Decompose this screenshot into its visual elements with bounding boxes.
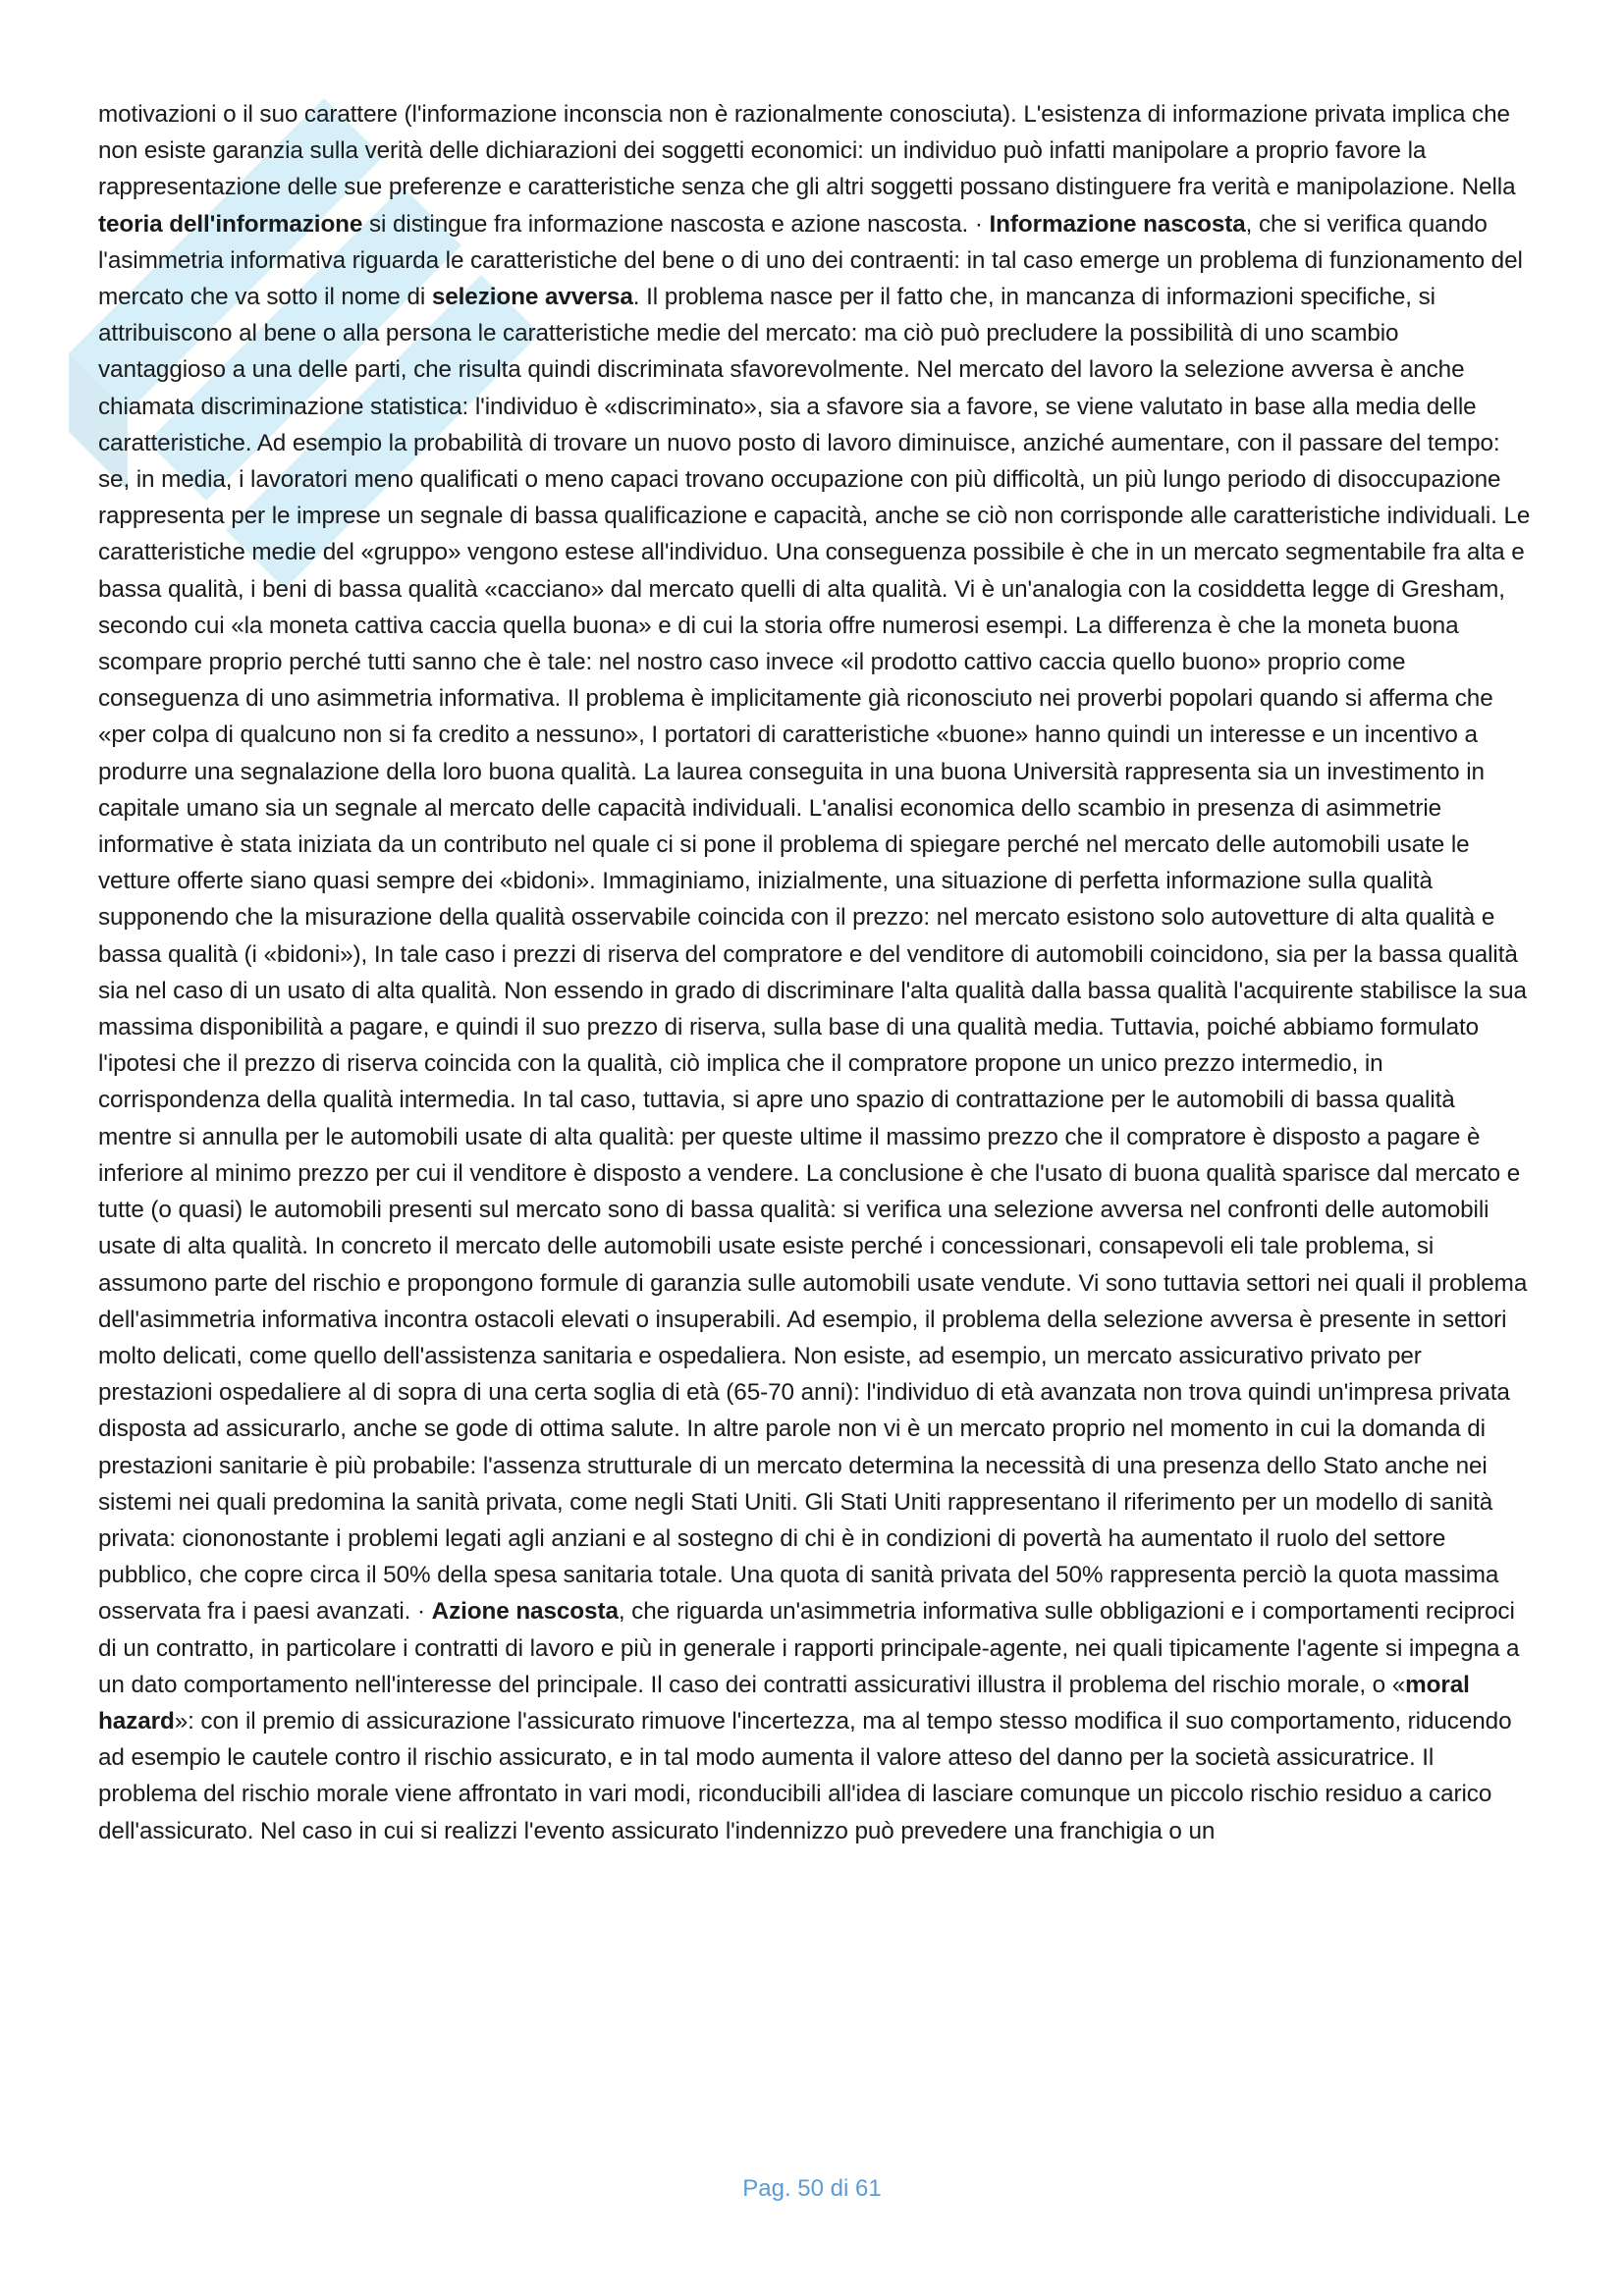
text-run: . Il problema nasce per il fatto che, in mancanza di informazioni specifiche, si attribuiscono al bene o alla persona le caratteristiche medie del mercato: ma ciò può precludere la possibilità di uno scambio vantaggioso a una delle parti, che risulta quindi discriminata sfavorevolmente. Nel mercato del lavoro la selezione avversa è anche chiamata discriminazione statistica: l'individuo è «discriminato», sia a sfavore sia a favore, se viene valutato in base alla media delle caratteristiche. Ad esempio la probabilità di trovare un nuovo posto di lavoro diminuisce, anziché aumentare, con il passare del tempo: se, in media, i lavoratori meno qualificati o meno capaci trovano occupazione con più difficoltà, un più lungo periodo di disoccupazione rappresenta per le imprese un segnale di bassa qualificazione e capacità, anche se ciò non corrisponde alle caratteristiche individuali. Le caratteristiche medie del «gruppo» vengono estese all'individuo. Una conseguenza possibile è che in un mercato segmentabile fra alta e bassa qualità, i beni di bassa qualità «cacciano» dal mercato quelli di alta qualità. Vi è un'analogia con la cosiddetta legge di Gresham, secondo cui «la moneta cattiva caccia quella buona» e di cui la storia offre numerosi esempi. La differenza è che la moneta buona scompare proprio perché tutti sanno che è tale: nel nostro caso invece «il prodotto cattivo caccia quello buono» proprio come conseguenza di uno asimmetria informativa. Il problema è implicitamente già riconosciuto nei proverbi popolari quando si afferma che «per colpa di qualcuno non si fa credito a nessuno», I portatori di caratteristiche «buone» hanno quindi un interesse e un incentivo a produrre una segnalazione della loro buona qualità. La laurea conseguita in una buona Università rappresenta sia un investimento in capitale umano sia un segnale al mercato delle capacità individuali. L'analisi economica dello scambio in presenza di asimmetrie informative è stata iniziata da un contributo nel quale ci si pone il problema di spiegare perché nel mercato delle automobili usate le vetture offerte siano quasi sempre dei «bidoni». Immaginiamo, inizialmente, una situazione di perfetta informazione sulla qualità supponendo che la misurazione della qualità osservabile coincida con il prezzo: nel mercato esistono solo autovetture di alta qualità e bassa qualità (i «bidoni»), In tale caso i prezzi di riserva del compratore e del venditore di automobili coincidono, sia per la bassa qualità sia nel caso di un usato di alta qualità. Non essendo in grado di discriminare l'alta qualità dalla bassa qualità l'acquirente stabilisce la sua massima disponibilità a pagare, e quindi il suo prezzo di riserva, sulla base di una qualità media. Tuttavia, poiché abbiamo formulato l'ipotesi che il prezzo di riserva coincida con la qualità, ciò implica che il compratore propone un unico prezzo intermedio, in corrispondenza della qualità intermedia. In tal caso, tuttavia, si apre uno spazio di contrattazione per le automobili di bassa qualità mentre si annulla per le automobili usate di alta qualità: per queste ultime il massimo prezzo che il compratore è disposto a pagare è inferiore al minimo prezzo per cui il venditore è disposto a vendere. La conclusione è che l'usato di buona qualità sparisce dal mercato e tutte (o quasi) le automobili presenti sul mercato sono di bassa qualità: si verifica una selezione avversa nel confronti delle automobili usate di alta qualità. In concreto il mercato delle automobili usate esiste perché i concessionari, consapevoli eli tale problema, si assumono parte del rischio e propongono formule di garanzia sulle automobili usate vendute. Vi sono tuttavia settori nei quali il problema dell'asimmetria informativa incontra ostacoli elevati o insuperabili. Ad esempio, il problema della selezione avversa è presente in settori molto delicati, come quello dell'assistenza sanitaria e ospedaliera. Non esiste, ad esempio, un mercato assicurativo privato per prestazioni ospedaliere al di sopra di una certa soglia di età (65-70 anni): l'individuo di età avanzata non trova quindi un'impresa privata disposta ad assicurarlo, anche se gode di ottima salute. In altre parole non vi è un mercato proprio nel momento in cui la domanda di prestazioni sanitarie è più probabile: l'assenza strutturale di un mercato determina la necessità di una presenza dello Stato anche nei sistemi nei quali predomina la sanità privata, come negli Stati Uniti. Gli Stati Uniti rappresentano il riferimento per un modello di sanità privata: ciononostante i problemi legati agli anziani e al sostegno di chi è in condizioni di povertà ha aumentato il ruolo del settore pubblico, che copre circa il 50% della spesa sanitaria totale. Una quota di sanità privata del 50% rappresenta perciò la quota massima osservata fra i paesi avanzati. · xyxy=(98,284,1531,1626)
body-paragraph xyxy=(98,96,1532,1849)
bold-term: Informazione nascosta xyxy=(989,210,1246,238)
text-run: »: con il premio di assicurazione l'assicurato rimuove l'incertezza, ma al tempo stesso modifica il suo comportamento, riducendo ad esempio le cautele contro il rischio assicurato, e in tal modo aumenta il valore atteso del danno per la società assicuratrice. Il problema del rischio morale viene affrontato in vari modi, riconducibili all'idea di lasciare comunque un piccolo rischio residuo a carico dell'assicurato. Nel caso in cui si realizzi l'evento assicurato l'indennizzo può prevedere una franchigia o un xyxy=(98,1707,1512,1844)
text-run: motivazioni o il suo carattere (l'informazione inconscia non è razionalmente conosciuta). L'esistenza di informazione privata implica che non esiste garanzia sulla verità delle dichiarazioni dei soggetti economici: un individuo può infatti manipolare a proprio favore la rappresentazione delle sue preferenze e caratteristiche senza che gli altri soggetti possano distinguere fra verità e manipolazione. Nella xyxy=(98,101,1516,201)
page-number: Pag. 50 di 61 xyxy=(742,2175,882,2202)
bold-term: moral hazard xyxy=(98,1671,1470,1735)
bold-term: selezione avversa xyxy=(431,284,633,311)
bold-term: Azione nascosta xyxy=(431,1598,619,1626)
text-run: si distingue fra informazione nascosta e azione nascosta. · xyxy=(362,210,990,238)
bold-term: teoria dell'informazione xyxy=(98,210,363,238)
text-run: , che riguarda un'asimmetria informativa sulle obbligazioni e i comportamenti reciproci di un contratto, in particolare i contratti di lavoro e più in generale i rapporti principale-agente, nei quali tipicamente l'agente si impegna a un dato comportamento nell'interesse del principale. Il caso dei contratti assicurativi illustra il problema del rischio morale, o « xyxy=(98,1598,1520,1698)
text-run: , che si verifica quando l'asimmetria informativa riguarda le caratteristiche del bene o di uno dei contraenti: in tal caso emerge un problema di funzionamento del mercato che va sotto il nome di xyxy=(98,210,1523,311)
